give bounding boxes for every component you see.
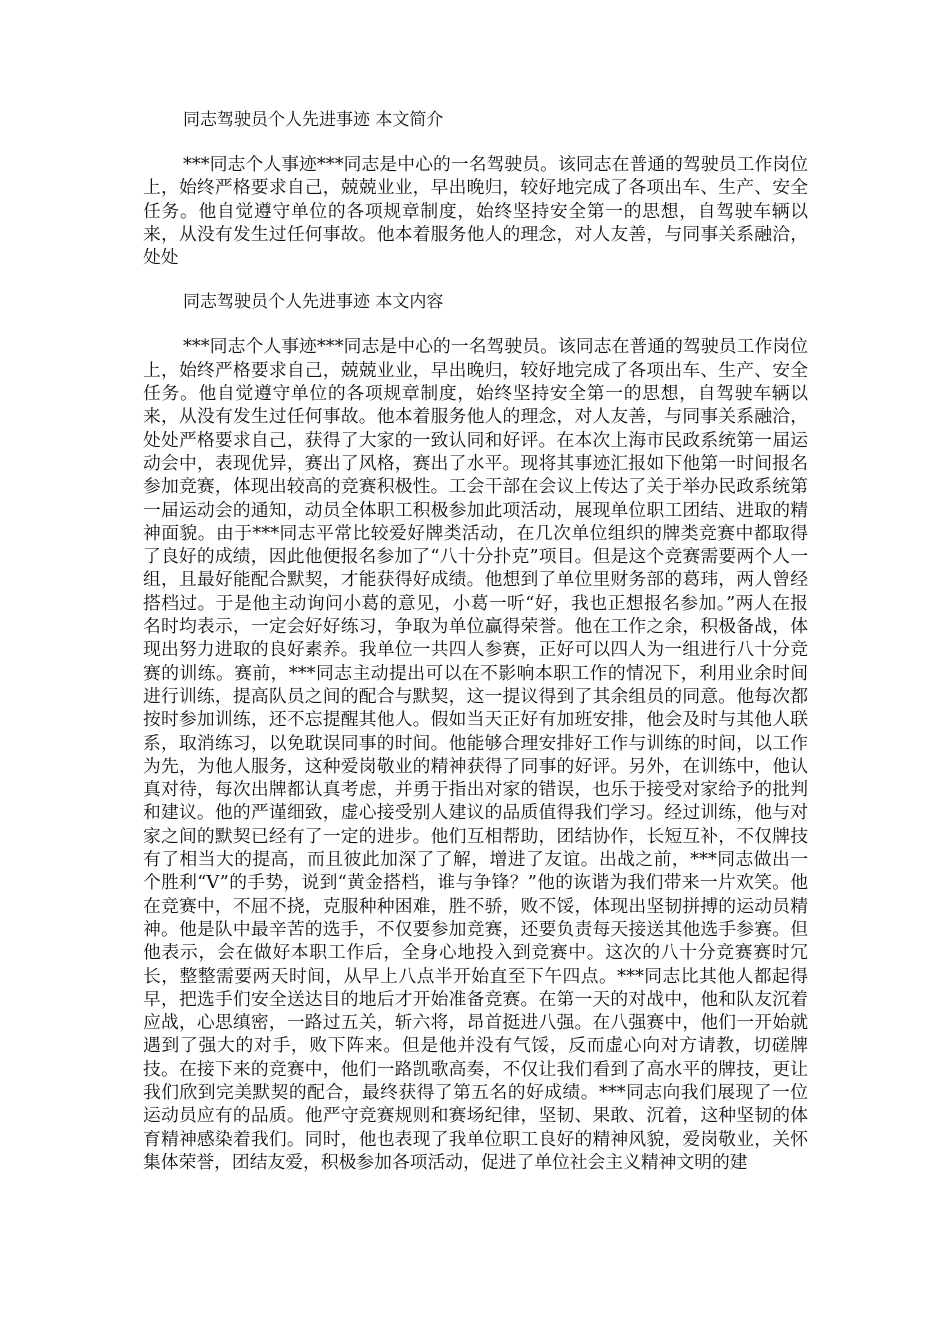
content-heading: 同志驾驶员个人先进事迹 本文内容: [183, 292, 444, 313]
intro-heading: 同志驾驶员个人先进事迹 本文简介: [183, 110, 444, 130]
document-page: [143, 108, 808, 1194]
intro-paragraph: ***同志个人事迹***同志是中心的一名驾驶员。该同志在普通的驾驶员工作岗位上，始终严格要求自己，兢兢业业，早出晚归，较好地完成了各项出车、生产、安全任务。他自觉遵守单位的各项规章制度，始终坚持安全第一的思想，自驾驶车辆以来，从没有发生过任何事故。他本着服务他人的理念，对人友善，与同事关系融洽，处处: [143, 154, 808, 269]
content-paragraph: ***同志个人事迹***同志是中心的一名驾驶员。该同志在普通的驾驶员工作岗位上，始终严格要求自己，兢兢业业，早出晚归，较好地完成了各项出车、生产、安全任务。他自觉遵守单位的各项规章制度，始终坚持安全第一的思想，自驾驶车辆以来，从没有发生过任何事故。他本着服务他人的理念，对人友善，与同事关系融洽，处处严格要求自己，获得了大家的一致认同和好评。在本次上海市民政系统第一届运动会中，表现优异，赛出了风格，赛出了水平。现将其事迹汇报如下他第一时间报名参加竞赛，体现出较高的竞赛积极性。工会干部在会议上传达了关于举办民政系统第一届运动会的通知，动员全体职工积极参加此项活动，展现单位职工团结、进取的精神面貌。由于***同志平常比较爱好牌类活动，在几次单位组织的牌类竞赛中都取得了良好的成绩，因此他便报名参加了“八十分扑克”项目。但是这个竞赛需要两个人一组，且最好能配合默契，才能获得好成绩。他想到了单位里财务部的葛玮，两人曾经搭档过。于是他主动询问小葛的意见，小葛一听“好，我也正想报名参加。”两人在报名时均表示，一定会好好练习，争取为单位赢得荣誉。他在工作之余，积极备战，体现出努力进取的良好素养。我单位一共四人参赛，正好可以四人为一组进行八十分竞赛的训练。赛前，***同志主动提出可以在不影响本职工作的情况下，利用业余时间进行训练，提高队员之间的配合与默契，这一提议得到了其余组员的同意。他每次都按时参加训练，还不忘提醒其他人。假如当天正好有加班安排，他会及时与其他人联系，取消练习，以免耽误同事的时间。他能够合理安排好工作与训练的时间，以工作为先，为他人服务，这种爱岗敬业的精神获得了同事的好评。另外，在训练中，他认真对待，每次出牌都认真考虑，并勇于指出对家的错误，也乐于接受对家给予的批判和建议。他的严谨细致，虚心接受别人建议的品质值得我们学习。经过训练，他与对家之间的默契已经有了一定的进步。他们互相帮助，团结协作，长短互补，不仅牌技有了相当大的提高，而且彼此加深了了解，增进了友谊。出战之前，***同志做出一个胜利“V”的手势，说到“黄金搭档，谁与争锋？”他的诙谐为我们带来一片欢笑。他在竞赛中，不屈不挠，克服种种困难，胜不骄，败不馁，体现出坚韧拼搏的运动员精神。他是队中最辛苦的选手，不仅要参加竞赛，还要负责每天接送其他选手参赛。但他表示，会在做好本职工作后，全身心地投入到竞赛中。这次的八十分竞赛赛时冗长，整整需要两天时间，从早上八点半开始直至下午四点。***同志比其他人都起得早，把选手们安全送达目的地后才开始准备竞赛。在第一天的对战中，他和队友沉着应战，心思缜密，一路过五关，斩六将，昂首挺进八强。在八强赛中，他们一开始就遇到了强大的对手，败下阵来。但是他并没有气馁，反而虚心向对方请教，切磋牌技。在接下来的竞赛中，他们一路凯歌高奏，不仅让我们看到了高水平的牌技，更让我们欣到完美默契的配合，最终获得了第五名的好成绩。***同志向我们展现了一位运动员应有的品质。他严守竞赛规则和赛场纪律，坚韧、果敢、沉着，这种坚韧的体育精神感染着我们。同时，他也表现了我单位职工良好的精神风貌，爱岗敬业，关怀集体荣誉，团结友爱，积极参加各项活动，促进了单位社会主义精神文明的建: [143, 336, 808, 1173]
